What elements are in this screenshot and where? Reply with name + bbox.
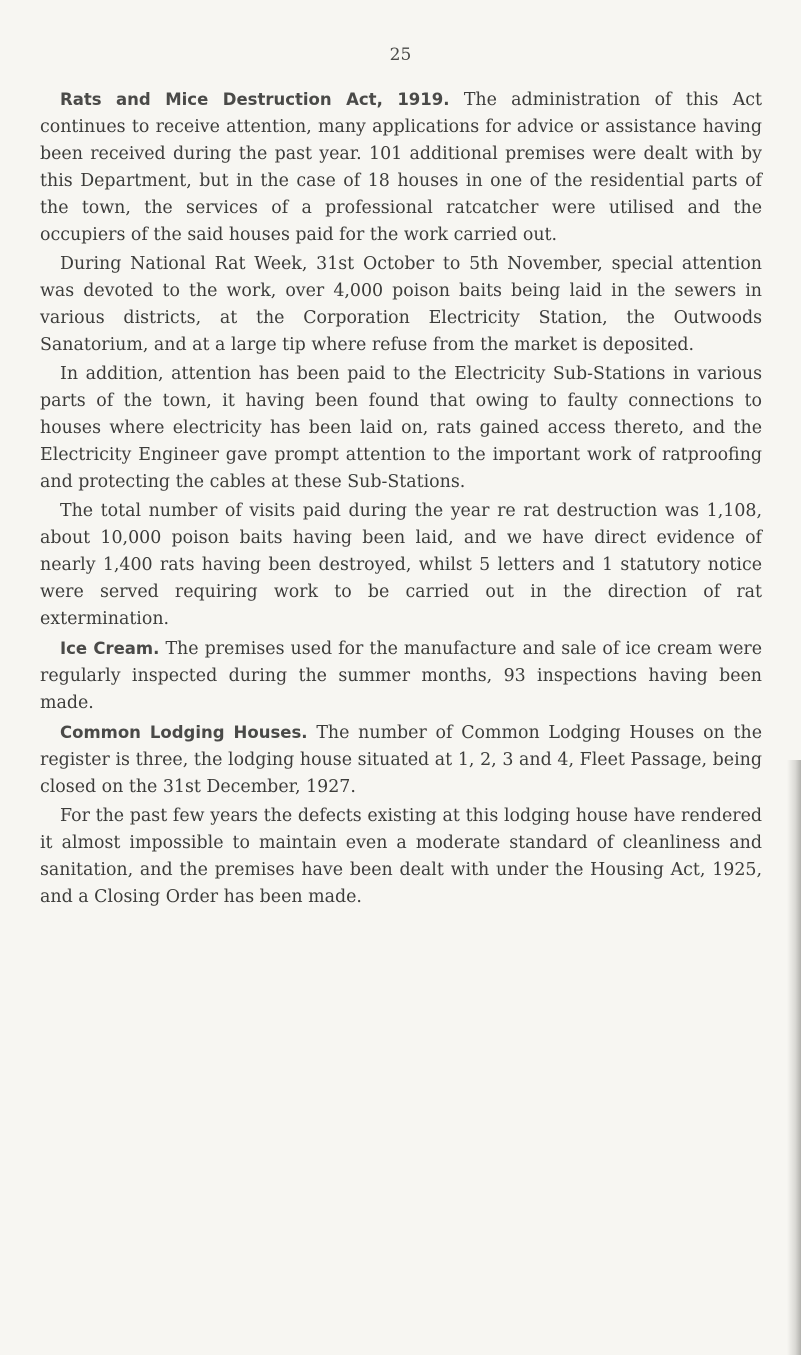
document-body <box>40 86 762 913</box>
rats-paragraph-1-text: The administration of this Act continues to receive attention, many applications for advice or assistance having been received during the past year. 101 additional premises were dealt with by this Department, but in the case of 18 houses in one of the residential parts of the town, the services of a professional ratcatcher were utilised and the occupiers of the said houses paid for the work carried out. <box>40 90 762 245</box>
rats-paragraph-4: The total number of visits paid during the year re rat destruction was 1,108, about 10,000 poison baits having been laid, and we have direct evidence of nearly 1,400 rats having been destroyed, whilst 5 letters and 1 statutory notice were served requiring work to be carried out in the direction of rat extermination. <box>40 501 762 629</box>
page-edge-shadow <box>787 760 801 1355</box>
section-heading-lodging-houses: Common Lodging Houses. <box>60 723 308 742</box>
rats-paragraph-2: During National Rat Week, 31st October to 5th November, special attention was devoted to the work, over 4,000 poison baits being laid in the sewers in various districts, at the Corporation Electricity Station, the Outwoods Sanatorium, and at a large tip where refuse from the market is deposited. <box>40 254 762 355</box>
rats-paragraph-3: In addition, attention has been paid to the Electricity Sub-Stations in various parts of the town, it having been found that owing to faulty connections to houses where electricity has been laid on, rats gained access thereto, and the Electricity Engineer gave prompt attention to the important work of ratproofing and protecting the cables at these Sub-Stations. <box>40 364 762 492</box>
section-heading-rats: Rats and Mice Destruction Act, 1919. <box>60 90 450 109</box>
lodging-paragraph-2: For the past few years the defects existing at this lodging house have rendered it almost impossible to maintain even a moderate standard of cleanliness and sanitation, and the premises have been dealt with under the Housing Act, 1925, and a Closing Order has been made. <box>40 806 762 907</box>
ice-cream-paragraph-text: The premises used for the manufacture and sale of ice cream were regularly inspected during the summer months, 93 inspections having been made. <box>40 639 763 713</box>
ice-cream-paragraph <box>40 635 762 717</box>
section-heading-ice-cream: Ice Cream. <box>60 639 160 658</box>
lodging-paragraph-1-text: The number of Common Lodging Houses on the register is three, the lodging house situated at 1, 2, 3 and 4, Fleet Passage, being closed on the 31st December, 1927. <box>40 723 762 797</box>
rats-paragraph-1 <box>40 86 762 249</box>
lodging-paragraph-1 <box>40 719 762 801</box>
page-number: 25 <box>389 45 412 65</box>
